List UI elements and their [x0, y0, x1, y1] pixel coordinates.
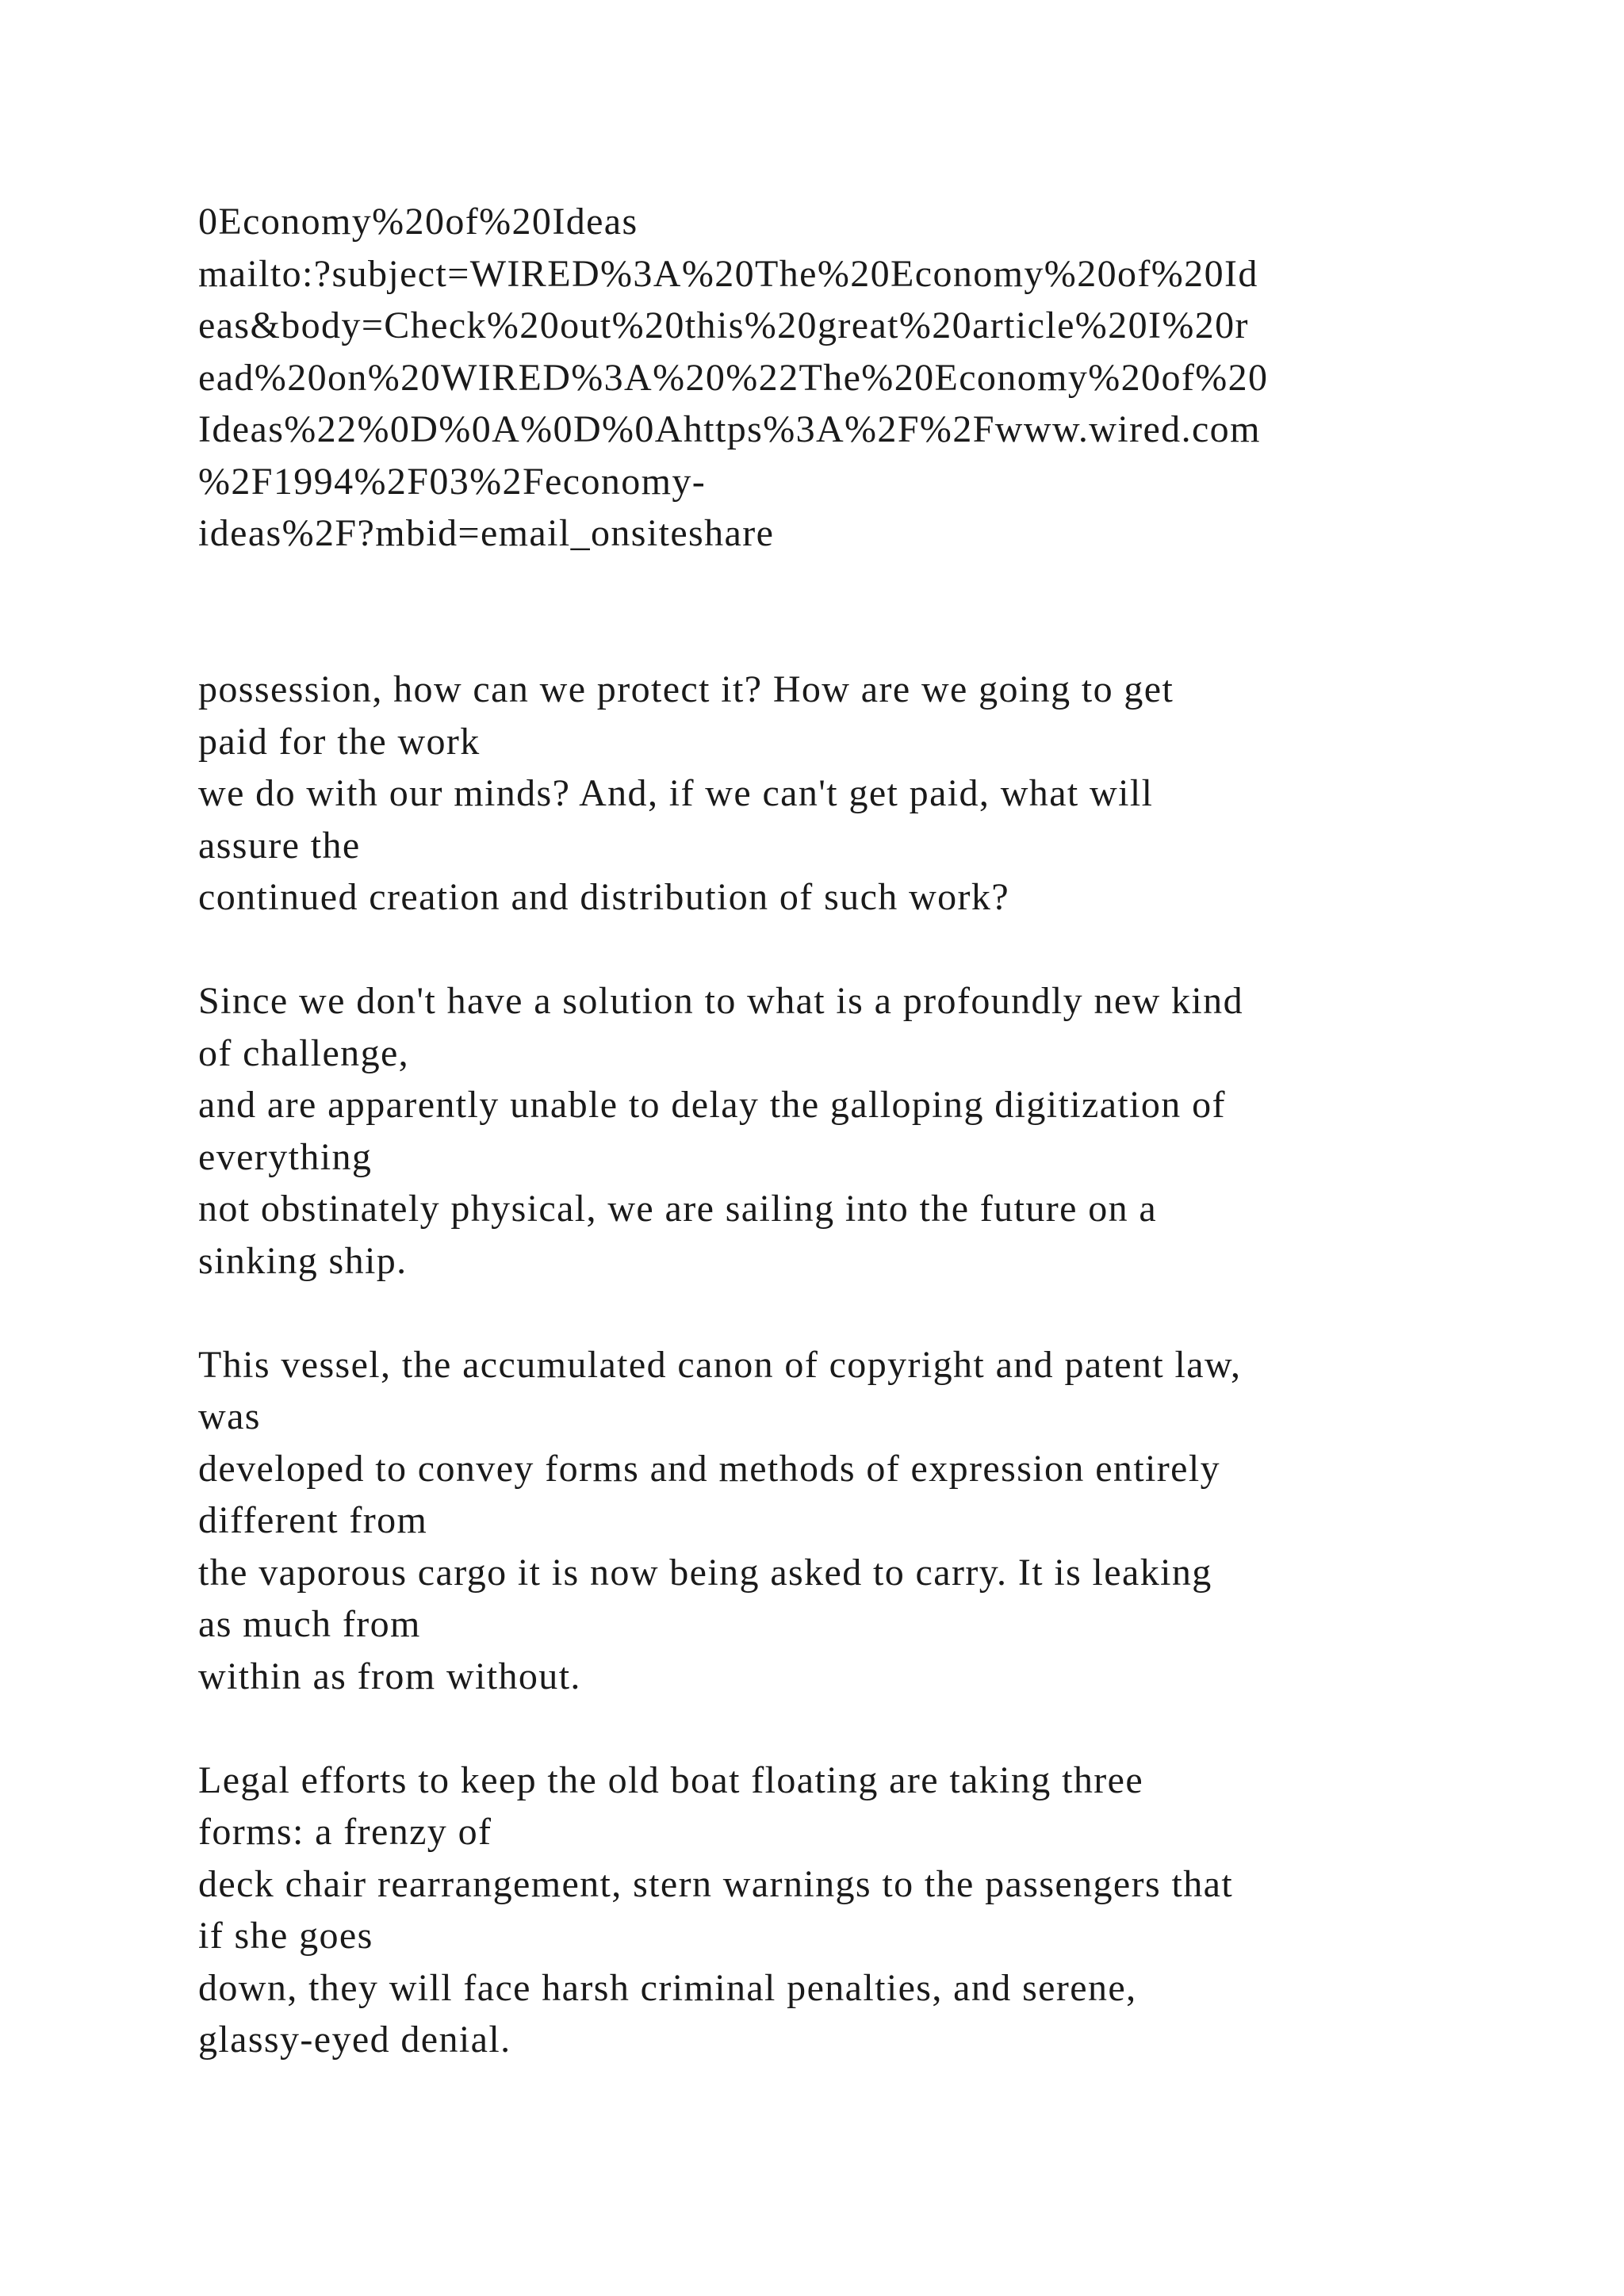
share-link-text: 0Economy%20of%20Ideas mailto:?subject=WIRED%3A%20The%20Economy%20of%20Id eas&body=Check%20out%20this%20great%20article%20I%20r ead%20on%20WIRED%3A%20%22The%20Economy%20of%20 Ideas%22%0D%0A%0D%0Ahttps%3A%2F%2Fwww.wired.com %2F1994%2F03%2Feconomy- ideas%2F?mbid=email_onsiteshare: [198, 201, 1269, 554]
paragraph-legal-efforts: Legal efforts to keep the old boat floating are taking three forms: a frenzy of deck chair rearrangement, stern warnings to the passengers that if she goes down, they will face harsh criminal penalties, and serene, glassy-eyed denial.: [198, 1758, 1234, 2061]
paragraph-possession: possession, how can we protect it? How are we going to get paid for the work we do with our minds? And, if we can't get paid, what will assure the continued creation and distribution of such work?: [198, 668, 1174, 918]
paragraph-sinking-ship: Since we don't have a solution to what is a profoundly new kind of challenge, and are apparently unable to delay the galloping digitization of everything not obstinately physical, we are sailing into the future on a sinking ship.: [198, 980, 1243, 1282]
body-text: [198, 664, 1546, 2066]
paragraph-vessel: This vessel, the accumulated canon of copyright and patent law, was developed to convey forms and methods of expression entirely different from the vaporous cargo it is now being asked to carry. It is leaking as much from within as from without.: [198, 1343, 1242, 1697]
